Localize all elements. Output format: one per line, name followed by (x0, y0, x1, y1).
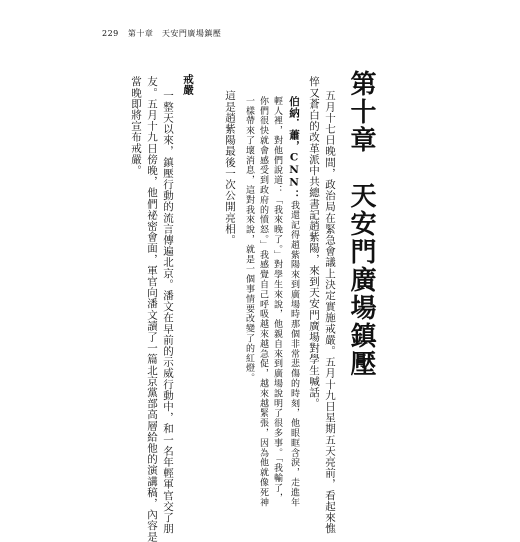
quote-speaker: 伯納．蕭，CNN： (288, 96, 300, 201)
quote-line-4: 一樣帶來了壞消息，這對我來說，就是一個事情要改變了的紅燈。 (244, 96, 254, 384)
running-header (102, 28, 221, 39)
section-heading: 戒嚴 (182, 74, 194, 95)
paragraph-1-line-2: 悴又蒼白的改革派中共總書記趙紫陽，來到天安門廣場對學生喊話。 (308, 76, 320, 409)
quote-text-1: 我還記得趙紫陽來到廣場時那個非常悲傷的時刻，他眼眶含淚，走進年 (289, 200, 299, 508)
paragraph-2-line-1: 這是趙紫陽最後一次公開亮相。 (224, 90, 236, 246)
running-title: 第十章 天安門廣場鎮壓 (127, 29, 222, 38)
paragraph-3-line-1: 一整天以來，鎮壓行動的流言傳遍北京。潘文在早前的示威行動中，和一名年輕軍官交了朋 (162, 90, 174, 534)
page-number: 229 (102, 29, 119, 38)
quote-line-2: 輕人裡，對他們說道：「我來晚了。」對學生來說，他親自來到廣場說明了很多事。「我輸了， (272, 96, 282, 503)
quote-line-3: 你們很快就會感受到政府的憤怒。」我感覺自己呼吸越來越急促，越來越緊張，因為他就像死神 (258, 96, 268, 508)
paragraph-3-line-3: 當晚即將宣布戒嚴。 (130, 76, 142, 176)
paragraph-3-line-2: 友。五月十九日傍晚，他們祕密會面，軍官向潘文讀了一篇北京黨部高層給他的演講稿，內容是 (146, 76, 158, 542)
chapter-title: 第十章 天安門廣場鎮壓 (346, 70, 376, 378)
paragraph-1-line-1: 五月十七日晚間，政治局在緊急會議上決定實施戒嚴。五月十九日星期五天亮前，看起來憔 (324, 90, 336, 534)
quote-line-1 (286, 96, 301, 507)
